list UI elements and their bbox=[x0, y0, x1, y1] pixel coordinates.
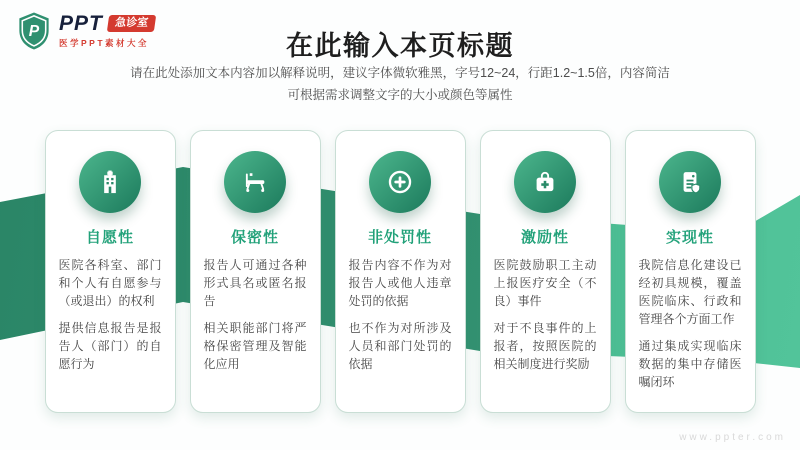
card-feasibility bbox=[625, 130, 756, 413]
brand-logo bbox=[16, 11, 155, 51]
card-paragraph: 也不作为对所涉及人员和部门处罚的依据 bbox=[348, 321, 452, 371]
svg-text:P: P bbox=[28, 22, 40, 40]
card-title: 非处罚性 bbox=[367, 229, 432, 246]
card-title: 保密性 bbox=[230, 229, 279, 246]
card-paragraph: 通过集成实现临床数据的集中存储医嘱闭环 bbox=[638, 339, 742, 389]
card-paragraph: 我院信息化建设已经初具规模，覆盖医院临床、行政和管理各个方面工作 bbox=[638, 258, 742, 326]
card-title: 实现性 bbox=[665, 229, 714, 246]
logo-text-block bbox=[59, 11, 155, 49]
card-title: 自愿性 bbox=[85, 229, 134, 246]
brand-tagline: 医学PPT素材大全 bbox=[59, 38, 150, 48]
shield-logo-icon bbox=[16, 11, 52, 51]
medical-cross-circle-icon bbox=[369, 151, 431, 213]
first-aid-kit-icon bbox=[514, 151, 576, 213]
card-confidential bbox=[190, 130, 321, 413]
subtitle-line-2: 可根据需求调整文字的大小或颜色等属性 bbox=[287, 87, 513, 102]
card-paragraph: 相关职能部门将严格保密管理及智能化应用 bbox=[203, 321, 307, 371]
page-subtitle bbox=[0, 63, 800, 107]
page-title: 在此输入本页标题 bbox=[286, 31, 514, 61]
card-paragraph: 报告人可通过各种形式具名或匿名报告 bbox=[203, 258, 307, 308]
site-watermark: www.ppter.com bbox=[679, 432, 786, 443]
card-paragraph: 对于不良事件的上报者，按照医院的相关制度进行奖励 bbox=[493, 321, 597, 371]
card-paragraph: 医院鼓励职工主动上报医疗安全（不良）事件 bbox=[493, 258, 597, 308]
card-non-punitive bbox=[335, 130, 466, 413]
card-paragraph: 提供信息报告是报告人（部门）的自愿行为 bbox=[58, 321, 162, 371]
brand-name: PPT bbox=[59, 12, 103, 35]
card-incentive bbox=[480, 130, 611, 413]
card-paragraph: 医院各科室、部门和个人有自愿参与（或退出）的权利 bbox=[58, 258, 162, 308]
database-shield-icon bbox=[659, 151, 721, 213]
subtitle-line-1: 请在此处添加文本内容加以解释说明，建议字体微软雅黑，字号12~24，行距1.2~1.5倍，内容简洁 bbox=[130, 66, 670, 80]
feature-cards bbox=[0, 130, 800, 413]
brand-badge: 急诊室 bbox=[107, 15, 156, 32]
hospital-building-icon bbox=[79, 151, 141, 213]
hospital-bed-icon bbox=[224, 151, 286, 213]
card-voluntary bbox=[45, 130, 176, 413]
card-paragraph: 报告内容不作为对报告人或他人违章处罚的依据 bbox=[348, 258, 452, 308]
card-title: 激励性 bbox=[520, 229, 569, 246]
